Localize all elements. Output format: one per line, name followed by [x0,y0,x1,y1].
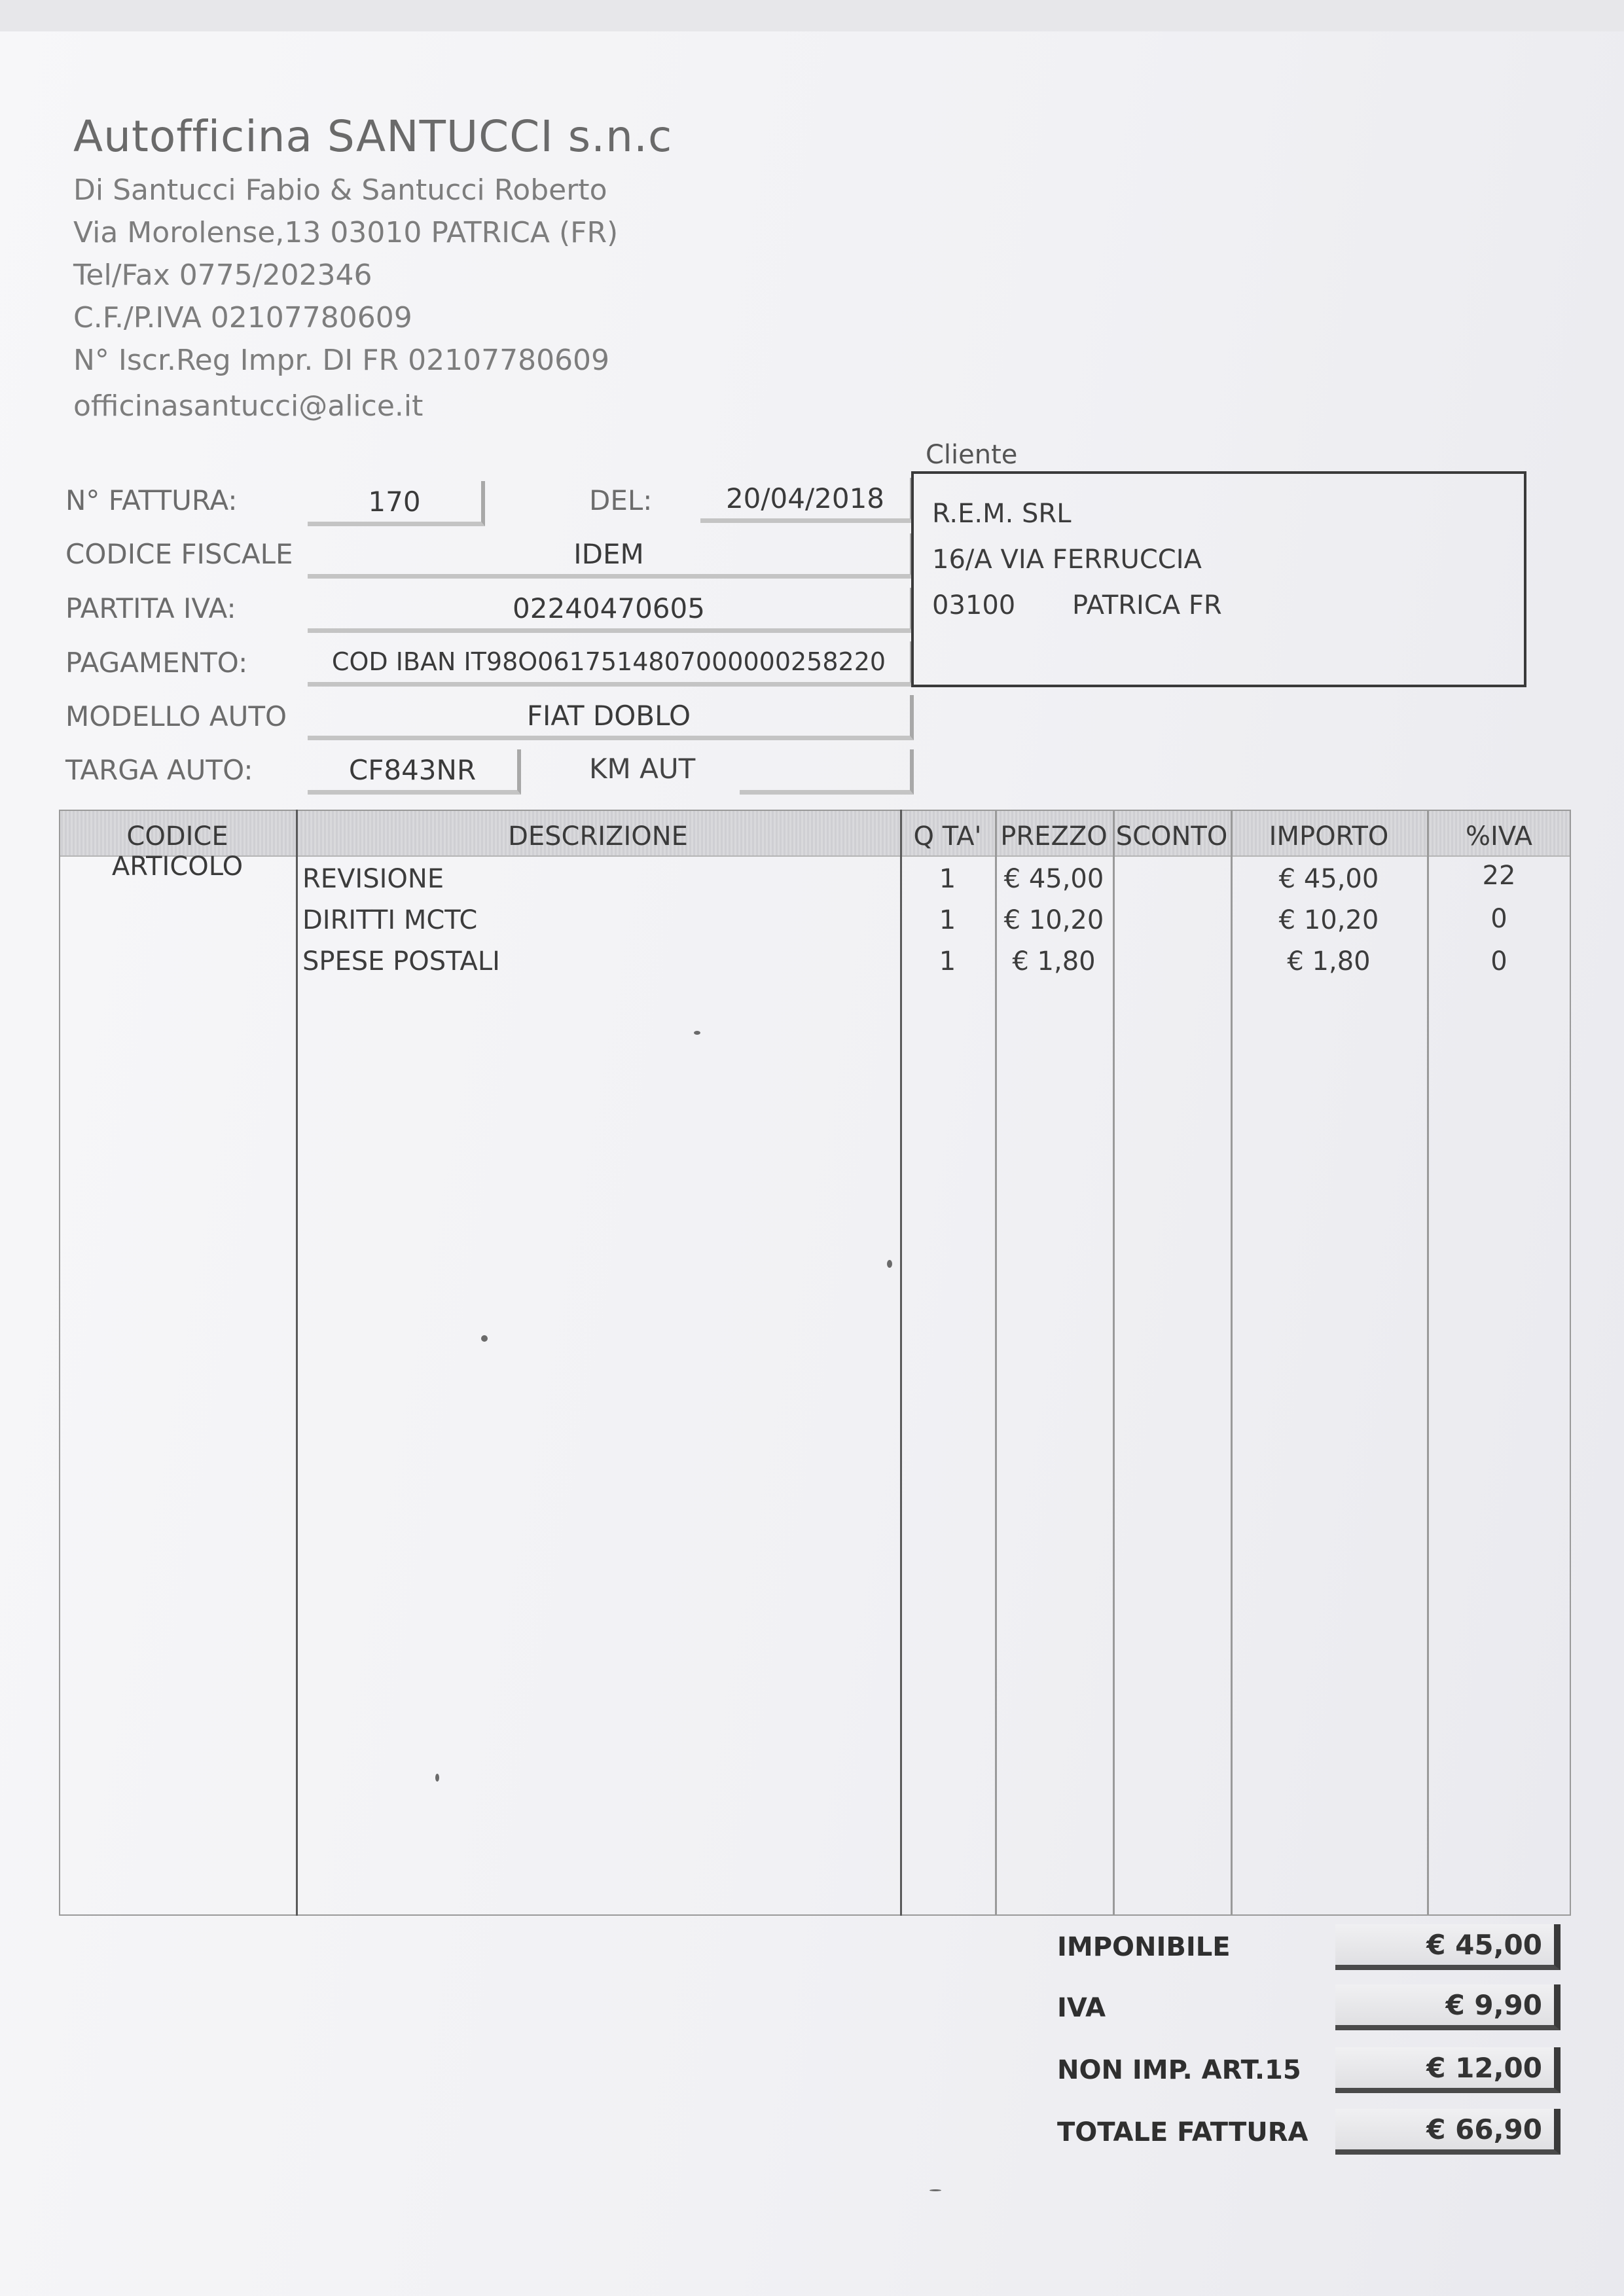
header-code: CODICE ARTICOLO [111,821,244,882]
scan-speck [887,1260,892,1268]
company-owners: Di Santucci Fabio & Santucci Roberto [73,173,607,207]
vat-total-label: IVA [1057,1993,1106,2023]
car-model-label: MODELLO AUTO [65,700,287,732]
client-postcode: 03100 [932,590,1016,620]
fiscal-code-value: IDEM [573,537,644,570]
row-vat-rate: 0 [1490,946,1507,977]
row-description: SPESE POSTALI [302,946,500,977]
invoice-date-label: DEL: [589,484,653,516]
taxable-label: IMPONIBILE [1057,1932,1231,1962]
company-phone: Tel/Fax 0775/202346 [73,259,372,292]
payment-field [308,641,914,687]
row-description: REVISIONE [302,864,444,894]
invoice-date-field [700,478,914,523]
invoice-total-value: € 66,90 [1426,2113,1542,2145]
items-table [59,810,1571,1916]
km-field [740,749,914,795]
company-registry: N° Iscr.Reg Impr. DI FR 02107780609 [73,344,610,377]
row-price: € 45,00 [1003,864,1104,894]
row-quantity: 1 [939,864,956,894]
client-box [911,471,1526,687]
taxable-box [1335,1924,1561,1970]
header-description: DESCRIZIONE [508,821,688,852]
scan-speck [435,1774,439,1782]
invoice-total-label: TOTALE FATTURA [1057,2117,1308,2147]
plate-field [308,749,521,795]
fiscal-code-label: CODICE FISCALE [65,538,293,570]
non-taxable-value: € 12,00 [1426,2051,1542,2084]
row-price: € 10,20 [1003,905,1104,935]
car-model-value: FIAT DOBLO [526,699,691,732]
invoice-number-value: 170 [368,485,421,518]
row-quantity: 1 [939,946,956,977]
client-city: PATRICA FR [1072,590,1222,620]
row-amount: € 10,20 [1278,905,1379,935]
company-email: officinasantucci@alice.it [73,389,424,423]
row-price: € 1,80 [1012,946,1096,977]
company-tax-id: C.F./P.IVA 02107780609 [73,301,412,334]
header-discount: SCONTO [1115,821,1228,852]
row-amount: € 45,00 [1278,864,1379,894]
invoice-number-label: N° FATTURA: [65,484,238,516]
car-model-field [308,695,914,740]
row-quantity: 1 [939,905,956,935]
header-vat-rate: %IVA [1466,821,1532,852]
scan-top-band [0,0,1624,31]
vat-total-value: € 9,90 [1445,1988,1542,2021]
column-divider [296,810,298,1916]
taxable-value: € 45,00 [1426,1928,1542,1961]
row-description: DIRITTI MCTC [302,905,478,935]
row-amount: € 1,80 [1287,946,1371,977]
company-address: Via Morolense,13 03010 PATRICA (FR) [73,216,619,249]
vat-number-label: PARTITA IVA: [65,592,236,624]
header-price: PREZZO [1000,821,1108,852]
payment-value: COD IBAN IT98O0617514807000000258220 [331,647,886,676]
fiscal-code-field [308,533,914,579]
scan-speck [694,1031,700,1035]
plate-value: CF843NR [348,753,477,786]
client-title: Cliente [926,440,1018,470]
scan-speck [481,1335,488,1342]
client-street: 16/A VIA FERRUCCIA [932,545,1202,575]
km-label: KM AUT [589,753,696,785]
invoice-date-value: 20/04/2018 [725,482,885,514]
scan-speck [929,2189,941,2191]
invoice-total-box [1335,2109,1561,2155]
client-name: R.E.M. SRL [932,499,1072,529]
non-taxable-box [1335,2047,1561,2093]
plate-label: TARGA AUTO: [65,754,253,786]
row-vat-rate: 22 [1482,861,1516,891]
non-taxable-label: NON IMP. ART.15 [1057,2055,1301,2085]
invoice-number-field [308,481,485,526]
vat-number-value: 02240470605 [513,592,705,624]
company-name: Autofficina SANTUCCI s.n.c [73,111,673,162]
vat-total-box [1335,1984,1561,2030]
payment-label: PAGAMENTO: [65,647,248,679]
vat-number-field [308,588,914,633]
column-divider [1113,810,1115,1916]
row-vat-rate: 0 [1490,904,1507,934]
header-quantity: Q TA' [913,821,982,852]
header-amount: IMPORTO [1269,821,1389,852]
